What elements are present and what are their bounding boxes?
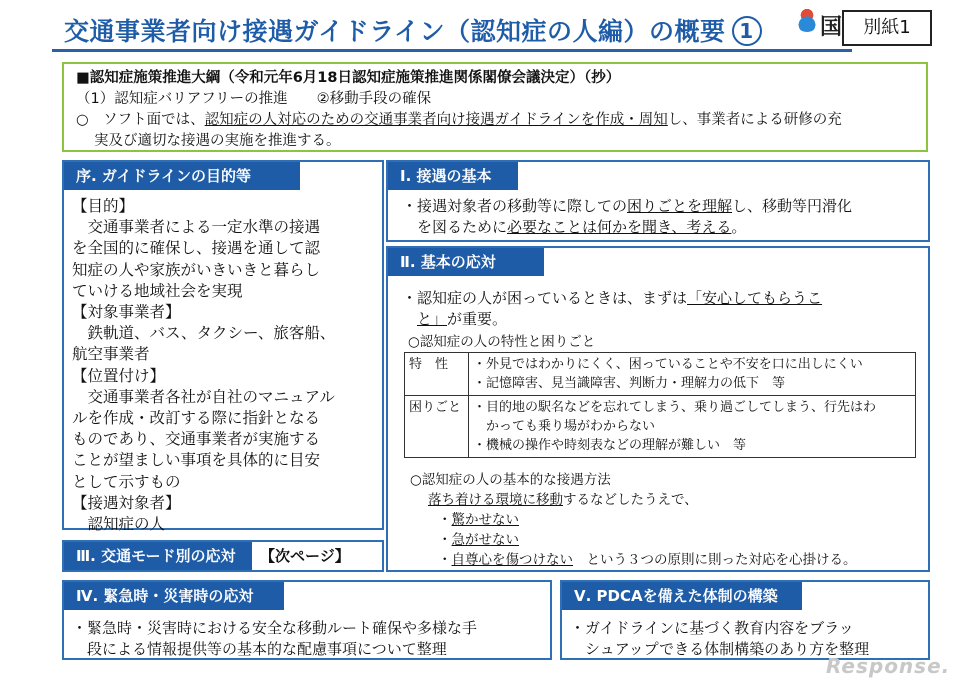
attachment-label: 別紙1 — [842, 10, 932, 46]
next-page-link[interactable]: 【次ページ】 — [260, 547, 350, 565]
policy-bullet: ○ ソフト面では、認知症の人対応のための交通事業者向け接遇ガイドラインを作成・周知し、事業者による研修の充 — [76, 112, 842, 128]
basics-content: ・接遇対象者の移動等に際しての困りごとを理解し、移動等円滑化 を図るために必要なことは何かを聞き、考える。 — [402, 197, 853, 236]
response-section — [386, 246, 930, 572]
policy-heading: ■認知症施策推進大綱（令和元年6月18日認知症施策推進関係閣僚会議決定）（抄） — [76, 70, 621, 86]
table-value: ・外見ではわかりにくく、困っていることや不安を口に出しにくい ・記憶障害、見当識障害、判断力・理解力の低下 等 — [469, 353, 916, 396]
policy-items: （1）認知症バリアフリーの推進 ②移動手段の確保 — [76, 91, 432, 107]
response-intro: ・認知症の人が困っているときは、まずは「安心してもらうこ と」が重要。 — [402, 289, 823, 328]
preface-section — [62, 160, 384, 534]
response-header: Ⅱ. 基本の応対 — [388, 248, 544, 276]
table-row — [405, 353, 916, 396]
ministry-logo-text: 国 — [820, 15, 843, 40]
pdca-content: ・ガイドラインに基づく教育内容をブラッ シュアップできる体制構築のあり方を整理 — [570, 619, 870, 658]
basics-section — [386, 160, 930, 242]
section-number-badge: 1 — [732, 16, 762, 46]
ministry-logo-icon — [795, 8, 819, 32]
traits-table — [404, 352, 916, 458]
title-bar — [52, 6, 852, 52]
table-key: 特 性 — [405, 353, 469, 396]
modes-section — [62, 540, 384, 572]
emergency-content: ・緊急時・災害時における安全な移動ルート確保や多様な手 段による情報提供等の基本的な配慮事項について整理 — [72, 619, 478, 658]
modes-header: Ⅲ. 交通モード別の応対 — [64, 542, 252, 570]
table-value: ・目的地の駅名などを忘れてしまう、乗り過ごしてしまう、行先はわ かっても乗り場がわからない ・機械の操作や時刻表などの理解が難しい 等 — [469, 396, 916, 458]
table-key: 困りごと — [405, 396, 469, 458]
emergency-section — [62, 580, 552, 660]
emergency-header: Ⅳ. 緊急時・災害時の応対 — [64, 582, 284, 610]
policy-bullet-line2: 実及び適切な接遇の実施を推進する。 — [94, 133, 341, 149]
pdca-section — [560, 580, 930, 660]
page-title: 交通事業者向け接遇ガイドライン（認知症の人編）の概要 1 — [64, 12, 762, 48]
preface-content: 【目的】 交通事業者による一定水準の接遇 を全国的に確保し、接遇を通して認 知症の人や家族がいきいきと暮らし ていける地域社会を実現 【対象事業者】 鉄軌道、バス、タクシー、旅客船、 航空事業者 【位置付け】 交通事業者各社が自社のマニュアル ルを作成・改訂する際に指針となる ものであり、交通事業者が実施する ことが望ましい事項を具体的に目安 として示すもの 【接遇対象者】 認知症の人 — [72, 197, 336, 534]
policy-summary-box — [62, 62, 928, 152]
pdca-header: Ⅴ. PDCAを備えた体制の構築 — [562, 582, 802, 610]
watermark: Response. — [826, 654, 951, 678]
traits-title: ○認知症の人の特性と困りごと — [408, 334, 596, 350]
methods-block: ○認知症の人の基本的な接遇方法 落ち着ける環境に移動するなどしたうえで、 ・驚かせない ・急がせない ・自尊心を傷つけない という３つの原則に則った対応を心掛ける。 — [410, 472, 857, 568]
basics-header: Ⅰ. 接遇の基本 — [388, 162, 518, 190]
table-row — [405, 396, 916, 458]
preface-header: 序. ガイドラインの目的等 — [64, 162, 300, 190]
